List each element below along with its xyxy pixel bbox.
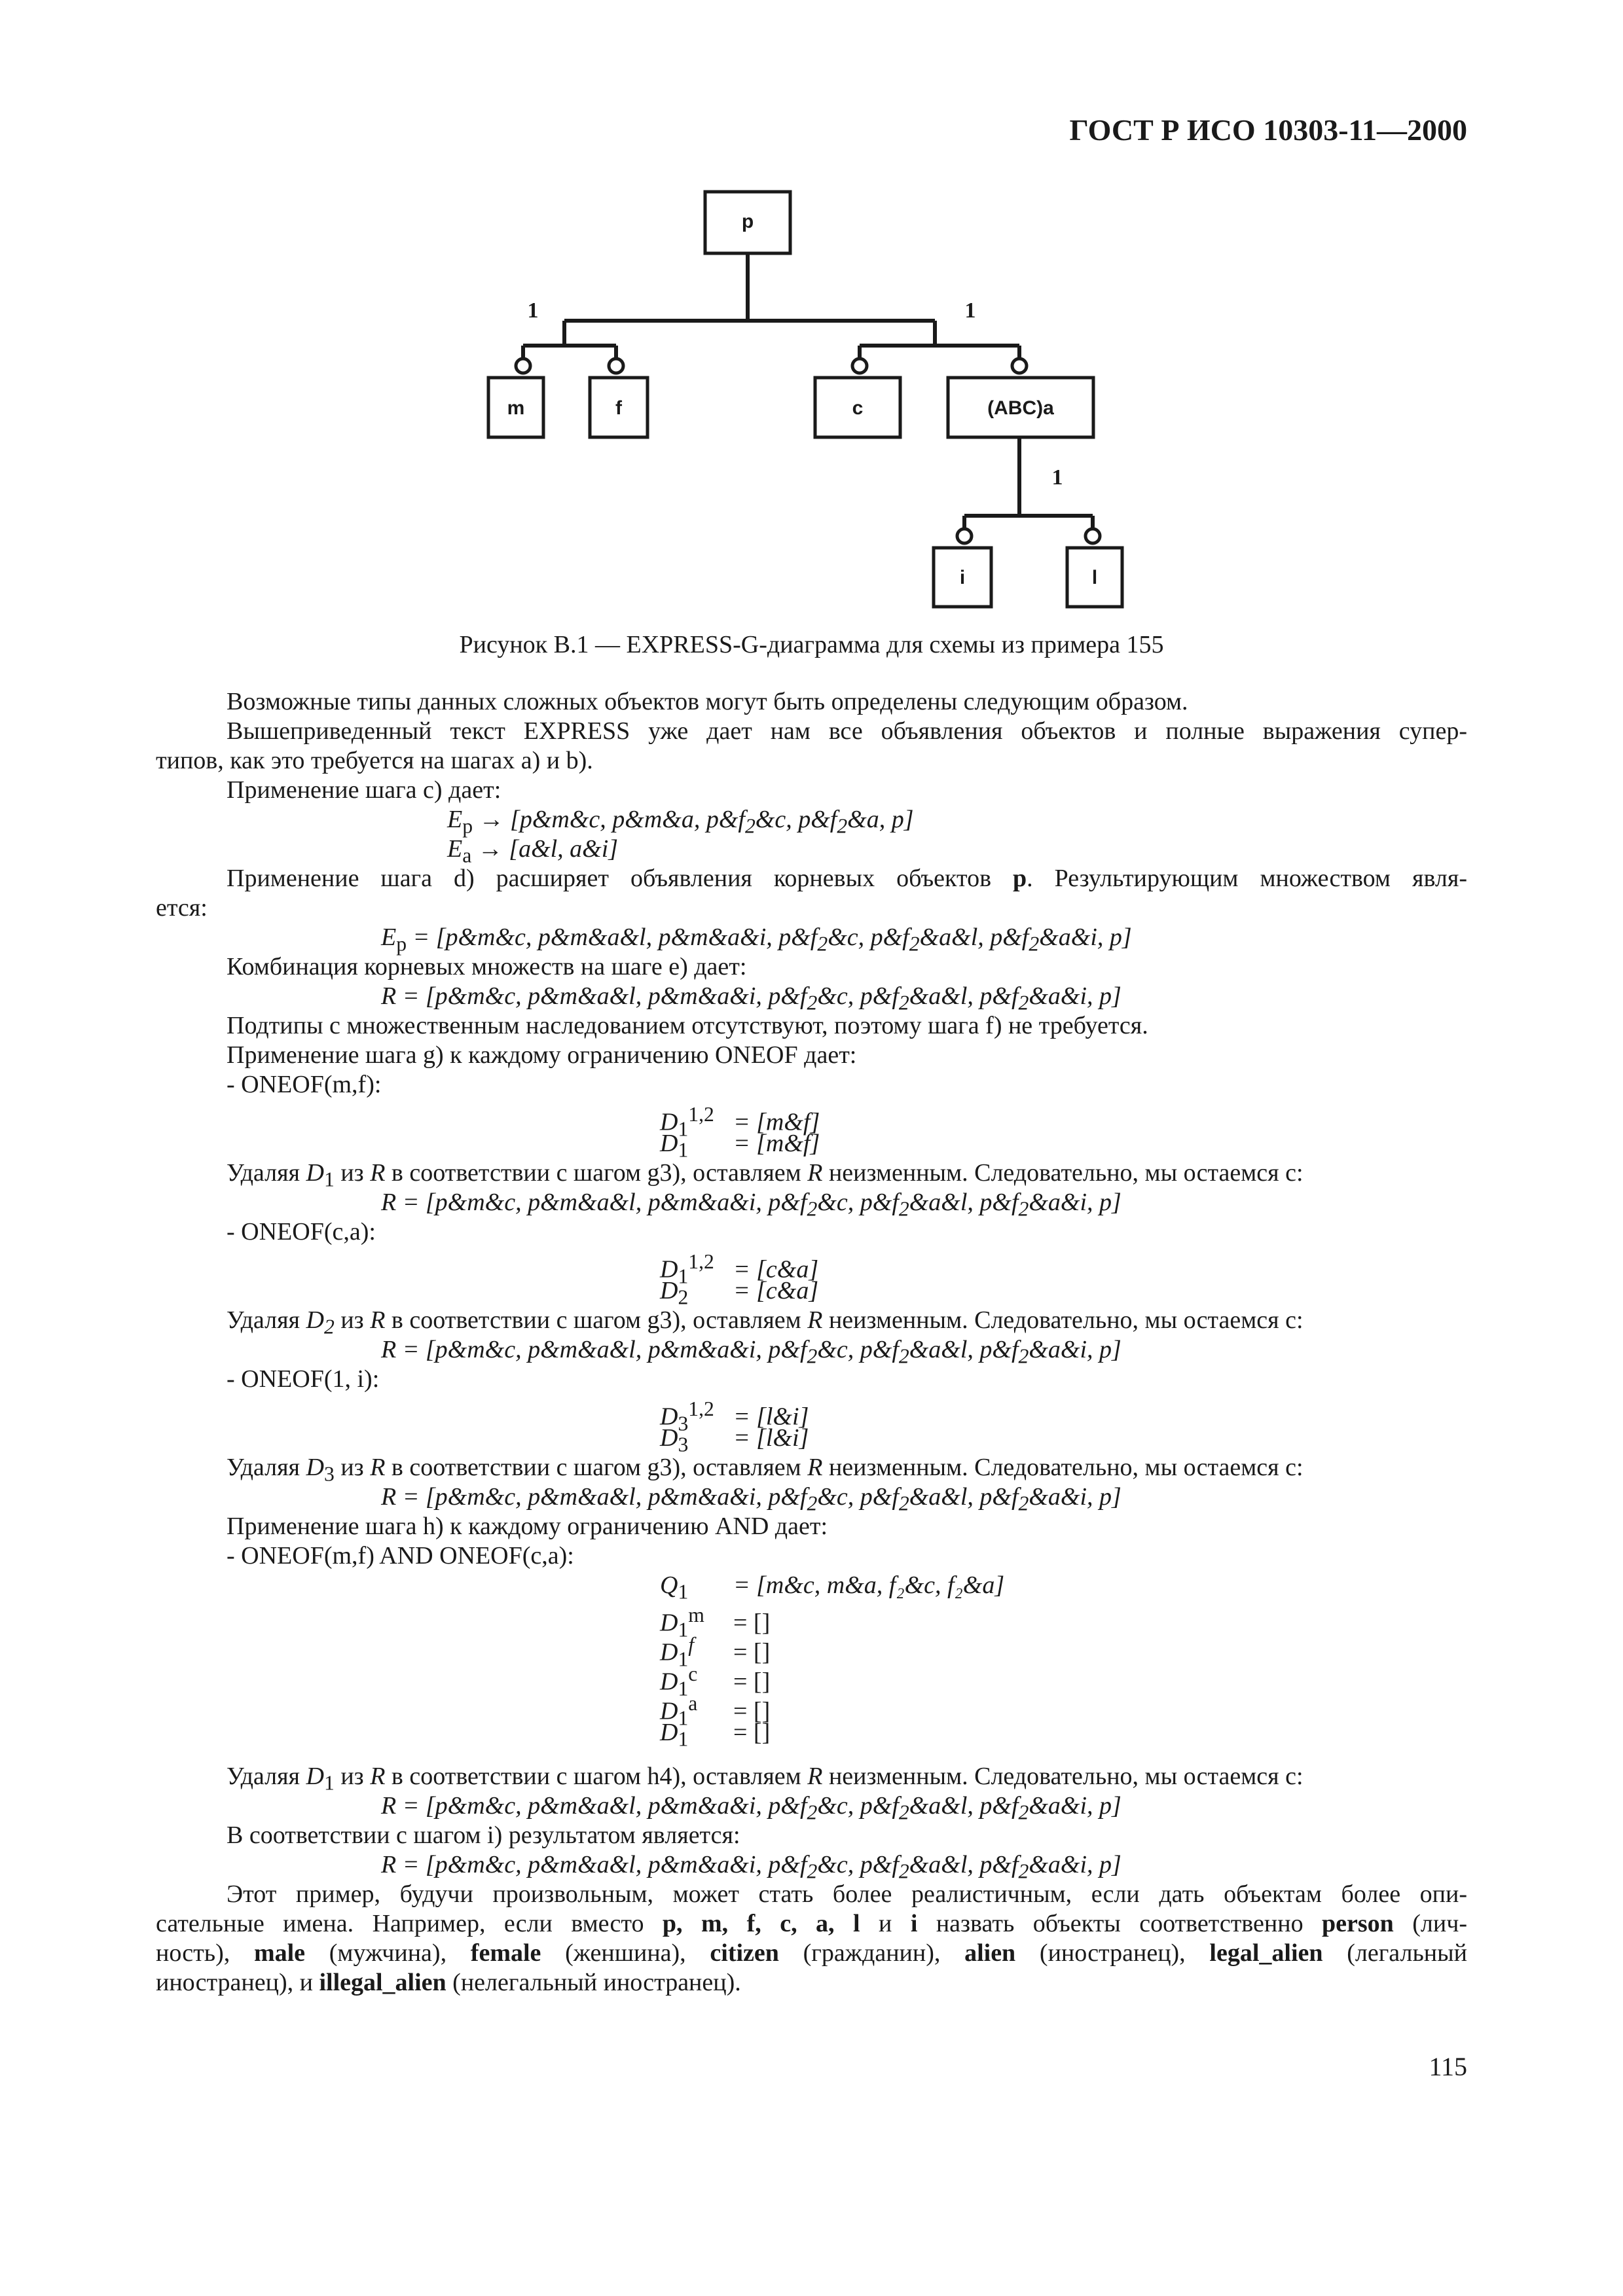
formula-ea: $E_a$ → [a&l, a&i]	[447, 835, 619, 867]
formula-d1m: $D_1^m$ = []	[660, 1604, 771, 1641]
paragraph: ется:	[156, 894, 208, 922]
formula-r: R = [p&m&c, p&m&a&l, p&m&a&i, $p\&f_2\&c$, $p\&f_2\&a\&l$, $p\&f_2\&a\&i$, p]	[381, 1792, 1122, 1824]
formula-r: R = [p&m&c, p&m&a&l, p&m&a&i, $p\&f_2\&c$, $p\&f_2\&a\&l$, $p\&f_2\&a\&i$, p]	[381, 1483, 1122, 1515]
formula-d1: $D_1$ = [m&f]	[660, 1130, 820, 1162]
formula-d3: $D_3$ = [l&i]	[660, 1424, 809, 1456]
oneof-heading: - ONEOF(c,a):	[227, 1218, 376, 1246]
paragraph: Применение шага g) к каждому ограничению ONEOF дает:	[227, 1041, 857, 1069]
paragraph: Возможные типы данных сложных объектов могут быть определены следующим образом.	[227, 688, 1188, 715]
cardinality-mark: 1	[1051, 465, 1063, 490]
formula-ep: $E_p$ → [p&m&c, p&m&a, $p\&f_2\&c$, $p\&f_2\&a$, p]	[447, 806, 914, 838]
paragraph: Применение шага h) к каждому ограничению AND дает:	[227, 1513, 828, 1540]
paragraph: Подтипы с множественным наследованием отсутствуют, поэтому шага f) не требуется.	[227, 1012, 1148, 1039]
formula-d1-12: $D_1^{1,2}$ = [m&f]	[660, 1103, 820, 1141]
formula-r: R = [p&m&c, p&m&a&l, p&m&a&i, $p\&f_2\&c$, $p\&f_2\&a\&l$, $p\&f_2\&a\&i$, p]	[381, 1851, 1122, 1883]
oneof-heading: - ONEOF(m,f):	[227, 1071, 382, 1098]
subtype-marker-circle	[957, 529, 972, 543]
paragraph: Комбинация корневых множеств на шаге e) дает:	[227, 953, 747, 980]
paragraph: иностранец), и illegal_alien (нелегальный иностранец).	[156, 1969, 741, 1996]
subtype-marker-circle	[1085, 529, 1100, 543]
paragraph: типов, как это требуется на шагах а) и b).	[156, 747, 593, 774]
oneof-heading: - ONEOF(1, i):	[227, 1365, 380, 1393]
figure-caption: Рисунок В.1 — EXPRESS-G-диаграмма для схемы из примера 155	[459, 631, 1164, 658]
paragraph: Удаляя $D_1$ из R в соответствии с шагом h4), оставляем R неизменным. Следовательно, мы остаемся с:	[227, 1763, 1304, 1795]
paragraph: В соответствии с шагом i) результатом является:	[227, 1821, 740, 1849]
formula-d2: $D_2$ = [c&a]	[660, 1277, 819, 1309]
paragraph: Удаляя $D_1$ из R в соответствии с шагом g3), оставляем R неизменным. Следовательно, мы остаемся с:	[227, 1159, 1304, 1191]
entity-label-abca: (ABC)a	[987, 397, 1054, 419]
entity-label-f: f	[615, 397, 622, 419]
paragraph: Применение шага c) дает:	[227, 776, 501, 804]
formula-d1c: $D_1^c$ = []	[660, 1662, 771, 1700]
formula-r: R = [p&m&c, p&m&a&l, p&m&a&i, $p\&f_2\&c$, $p\&f_2\&a\&l$, $p\&f_2\&a\&i$, p]	[381, 982, 1122, 1014]
paragraph: Этот пример, будучи произвольным, может стать более реалистичным, если дать объектам более опи-	[227, 1880, 1467, 1908]
paragraph: Удаляя $D_3$ из R в соответствии с шагом g3), оставляем R неизменным. Следовательно, мы остаемся с:	[227, 1454, 1304, 1486]
page-number: 115	[1429, 2052, 1467, 2081]
express-g-diagram	[0, 0, 1623, 628]
entity-label-l: l	[1091, 567, 1098, 588]
body-text	[156, 687, 1467, 1998]
formula-r: R = [p&m&c, p&m&a&l, p&m&a&i, $p\&f_2\&c$, $p\&f_2\&a\&l$, $p\&f_2\&a\&i$, p]	[381, 1189, 1122, 1221]
and-heading: - ONEOF(m,f) AND ONEOF(c,a):	[227, 1542, 574, 1570]
paragraph: Вышеприведенный текст EXPRESS уже дает нам все объявления объектов и полные выражения супер-	[227, 717, 1467, 745]
paragraph: Применение шага d) расширяет объявления корневых объектов p. Результирующим множеством явля-	[227, 865, 1467, 892]
formula-q1: $Q_1$ = [m&c, m&a, f₂&c, f₂&a]	[660, 1571, 1005, 1604]
formula-ep-rhs: → [p&m&c, p&m&a, $p\&f_2\&c$, $p\&f_2\&a$, p]	[473, 806, 914, 838]
subtype-marker-circle	[516, 359, 530, 373]
standard-header: ГОСТ Р ИСО 10303-11—2000	[1069, 113, 1467, 147]
paragraph: Удаляя $D_2$ из R в соответствии с шагом g3), оставляем R неизменным. Следовательно, мы остаемся с:	[227, 1306, 1304, 1338]
entity-label-c: c	[852, 397, 864, 419]
formula-ep-full: $E_p$ = [p&m&c, p&m&a&l, p&m&a&i, $p\&f_2\&c$, $p\&f_2\&a\&l$, $p\&f_2\&a\&i$, p]	[381, 924, 1132, 956]
paragraph: ность), male (мужчина), female (женшина), citizen (гражданин), alien (иностранец), legal_alien (легальный	[156, 1939, 1467, 1967]
subtype-marker-circle	[852, 359, 867, 373]
entity-label-p: p	[741, 211, 754, 232]
entity-label-i: i	[959, 567, 966, 588]
formula-d1f: $D_1^f$ = []	[660, 1633, 771, 1671]
subtype-marker-circle	[609, 359, 623, 373]
formula-d3-12: $D_3^{1,2}$ = [l&i]	[660, 1397, 809, 1435]
formula-d1a: $D_1^a$ = []	[660, 1692, 771, 1730]
formula-d2-12: $D_1^{1,2}$ = [c&a]	[660, 1250, 819, 1288]
formula-d1-empty: $D_1$ = []	[660, 1719, 771, 1751]
cardinality-mark: 1	[964, 298, 976, 323]
cardinality-mark: 1	[527, 298, 539, 323]
subtype-marker-circle	[1012, 359, 1027, 373]
formula-r: R = [p&m&c, p&m&a&l, p&m&a&i, $p\&f_2\&c$, $p\&f_2\&a\&l$, $p\&f_2\&a\&i$, p]	[381, 1336, 1122, 1368]
entity-label-m: m	[507, 397, 525, 419]
paragraph: сательные имена. Например, если вместо p, m, f, c, a, l и i назвать объекты соответственно person (лич-	[156, 1910, 1467, 1937]
